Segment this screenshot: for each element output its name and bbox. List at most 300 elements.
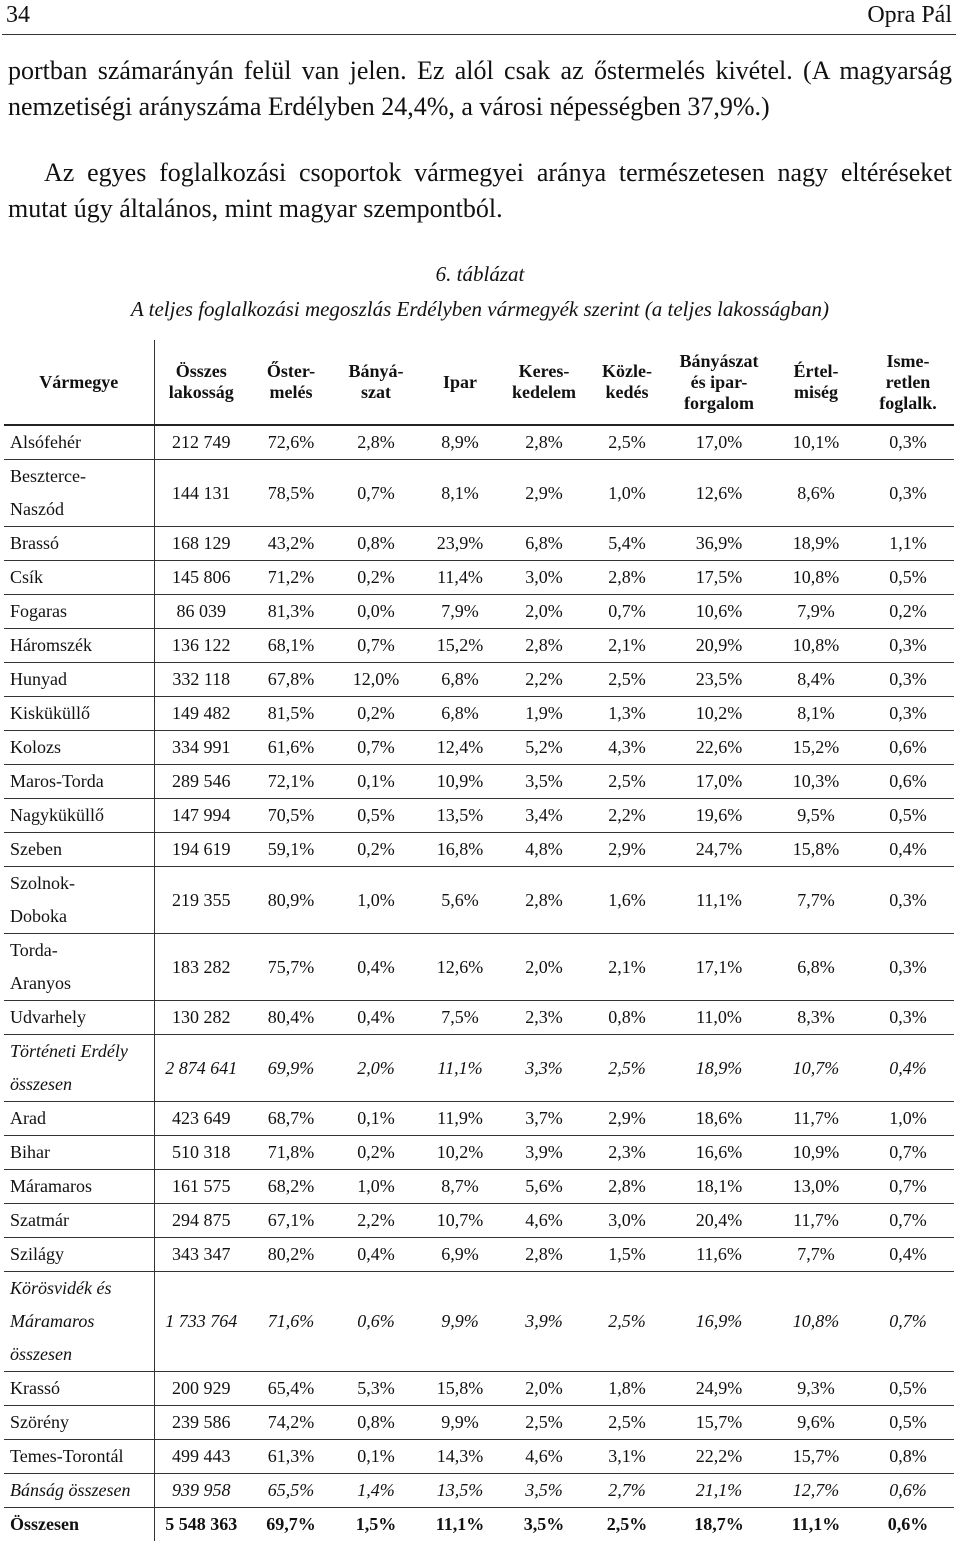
value-cell: 334 991 xyxy=(154,731,248,765)
value-cell: 8,6% xyxy=(770,460,862,527)
value-cell: 3,5% xyxy=(502,1474,586,1508)
county-name-cell: Arad xyxy=(4,1102,154,1136)
value-cell: 74,2% xyxy=(248,1406,334,1440)
col-header-osszes: Összes lakosság xyxy=(154,340,248,425)
value-cell: 86 039 xyxy=(154,595,248,629)
value-cell: 130 282 xyxy=(154,1001,248,1035)
value-cell: 9,6% xyxy=(770,1406,862,1440)
table-number: 6. táblázat xyxy=(0,262,960,287)
value-cell: 11,1% xyxy=(668,867,770,934)
value-cell: 939 958 xyxy=(154,1474,248,1508)
value-cell: 0,4% xyxy=(862,1035,954,1102)
col-header-kereskedelem: Keres- kedelem xyxy=(502,340,586,425)
value-cell: 10,1% xyxy=(770,425,862,460)
table-row xyxy=(4,833,954,867)
value-cell: 9,3% xyxy=(770,1372,862,1406)
table-row xyxy=(4,1136,954,1170)
value-cell: 11,6% xyxy=(668,1238,770,1272)
value-cell: 10,9% xyxy=(418,765,502,799)
value-cell: 2,5% xyxy=(586,1406,668,1440)
value-cell: 0,4% xyxy=(334,1001,418,1035)
value-cell: 144 131 xyxy=(154,460,248,527)
page-header xyxy=(0,0,960,34)
value-cell: 8,4% xyxy=(770,663,862,697)
value-cell: 1,3% xyxy=(586,697,668,731)
value-cell: 18,1% xyxy=(668,1170,770,1204)
value-cell: 6,8% xyxy=(418,663,502,697)
value-cell: 194 619 xyxy=(154,833,248,867)
value-cell: 1,0% xyxy=(334,1170,418,1204)
value-cell: 69,9% xyxy=(248,1035,334,1102)
value-cell: 0,1% xyxy=(334,765,418,799)
value-cell: 81,3% xyxy=(248,595,334,629)
value-cell: 8,1% xyxy=(418,460,502,527)
value-cell: 0,3% xyxy=(862,425,954,460)
value-cell: 0,8% xyxy=(334,527,418,561)
value-cell: 0,5% xyxy=(862,799,954,833)
value-cell: 343 347 xyxy=(154,1238,248,1272)
col-header-ismeretlen: Isme- retlen foglalk. xyxy=(862,340,954,425)
running-head: Opra Pál xyxy=(867,2,952,29)
value-cell: 72,1% xyxy=(248,765,334,799)
value-cell: 11,1% xyxy=(418,1508,502,1541)
value-cell: 59,1% xyxy=(248,833,334,867)
value-cell: 6,8% xyxy=(418,697,502,731)
value-cell: 4,8% xyxy=(502,833,586,867)
value-cell: 3,5% xyxy=(502,765,586,799)
value-cell: 6,8% xyxy=(502,527,586,561)
value-cell: 19,6% xyxy=(668,799,770,833)
value-cell: 12,0% xyxy=(334,663,418,697)
table-title: A teljes foglalkozási megoszlás Erdélyben vármegyék szerint (a teljes lakosságban) xyxy=(0,297,960,322)
table-row xyxy=(4,799,954,833)
value-cell: 2,9% xyxy=(502,460,586,527)
value-cell: 17,1% xyxy=(668,934,770,1001)
value-cell: 17,5% xyxy=(668,561,770,595)
county-name-cell: Bánság összesen xyxy=(4,1474,154,1508)
table-row xyxy=(4,629,954,663)
value-cell: 2,5% xyxy=(586,1035,668,1102)
value-cell: 2,3% xyxy=(502,1001,586,1035)
value-cell: 61,3% xyxy=(248,1440,334,1474)
value-cell: 7,9% xyxy=(418,595,502,629)
value-cell: 2,9% xyxy=(586,833,668,867)
table-row xyxy=(4,1035,954,1102)
value-cell: 72,6% xyxy=(248,425,334,460)
value-cell: 0,7% xyxy=(334,629,418,663)
value-cell: 0,7% xyxy=(862,1136,954,1170)
value-cell: 9,9% xyxy=(418,1272,502,1372)
value-cell: 7,7% xyxy=(770,1238,862,1272)
table-row xyxy=(4,1170,954,1204)
value-cell: 10,2% xyxy=(418,1136,502,1170)
value-cell: 8,1% xyxy=(770,697,862,731)
value-cell: 0,7% xyxy=(862,1272,954,1372)
value-cell: 2,2% xyxy=(586,799,668,833)
body-paragraph-2: Az egyes foglalkozási csoportok vármegyei aránya természetesen nagy eltéréseket mutat úgy általános, mint magyar szempontból. xyxy=(8,155,952,227)
value-cell: 0,6% xyxy=(862,765,954,799)
value-cell: 0,2% xyxy=(334,1136,418,1170)
value-cell: 14,3% xyxy=(418,1440,502,1474)
value-cell: 2,8% xyxy=(586,561,668,595)
value-cell: 11,0% xyxy=(668,1001,770,1035)
value-cell: 36,9% xyxy=(668,527,770,561)
table-row xyxy=(4,1272,954,1372)
value-cell: 5,6% xyxy=(502,1170,586,1204)
value-cell: 0,3% xyxy=(862,460,954,527)
value-cell: 200 929 xyxy=(154,1372,248,1406)
value-cell: 510 318 xyxy=(154,1136,248,1170)
value-cell: 0,2% xyxy=(334,561,418,595)
table-body xyxy=(4,425,954,1541)
value-cell: 10,3% xyxy=(770,765,862,799)
value-cell: 2,7% xyxy=(586,1474,668,1508)
value-cell: 11,9% xyxy=(418,1102,502,1136)
col-header-banyaszat-ipar: Bányászat és ipar- forgalom xyxy=(668,340,770,425)
value-cell: 289 546 xyxy=(154,765,248,799)
table-row xyxy=(4,1474,954,1508)
county-name-cell: Szeben xyxy=(4,833,154,867)
page-number: 34 xyxy=(6,2,30,29)
county-name-cell: Bihar xyxy=(4,1136,154,1170)
table-header-row xyxy=(4,340,954,425)
value-cell: 2,0% xyxy=(334,1035,418,1102)
value-cell: 15,7% xyxy=(770,1440,862,1474)
table-row xyxy=(4,595,954,629)
value-cell: 22,2% xyxy=(668,1440,770,1474)
table-row xyxy=(4,1406,954,1440)
value-cell: 68,1% xyxy=(248,629,334,663)
value-cell: 10,2% xyxy=(668,697,770,731)
table-row xyxy=(4,765,954,799)
value-cell: 0,4% xyxy=(334,934,418,1001)
value-cell: 219 355 xyxy=(154,867,248,934)
value-cell: 9,9% xyxy=(418,1406,502,1440)
value-cell: 1,9% xyxy=(502,697,586,731)
value-cell: 136 122 xyxy=(154,629,248,663)
value-cell: 18,9% xyxy=(668,1035,770,1102)
value-cell: 16,6% xyxy=(668,1136,770,1170)
value-cell: 11,1% xyxy=(770,1508,862,1541)
value-cell: 24,7% xyxy=(668,833,770,867)
value-cell: 23,9% xyxy=(418,527,502,561)
value-cell: 2,5% xyxy=(586,1272,668,1372)
value-cell: 80,9% xyxy=(248,867,334,934)
value-cell: 0,4% xyxy=(862,833,954,867)
value-cell: 15,2% xyxy=(770,731,862,765)
value-cell: 0,3% xyxy=(862,867,954,934)
county-name-cell: Szörény xyxy=(4,1406,154,1440)
table-row xyxy=(4,425,954,460)
value-cell: 0,8% xyxy=(586,1001,668,1035)
value-cell: 2,8% xyxy=(334,425,418,460)
county-name-cell: Körösvidék és Máramaros összesen xyxy=(4,1272,154,1372)
value-cell: 18,6% xyxy=(668,1102,770,1136)
table-row xyxy=(4,1238,954,1272)
value-cell: 2,8% xyxy=(502,1238,586,1272)
value-cell: 1,4% xyxy=(334,1474,418,1508)
value-cell: 2,8% xyxy=(502,867,586,934)
county-name-cell: Háromszék xyxy=(4,629,154,663)
value-cell: 2,5% xyxy=(586,663,668,697)
value-cell: 3,0% xyxy=(502,561,586,595)
value-cell: 2,8% xyxy=(502,425,586,460)
value-cell: 0,8% xyxy=(334,1406,418,1440)
value-cell: 2,8% xyxy=(586,1170,668,1204)
county-name-cell: Hunyad xyxy=(4,663,154,697)
value-cell: 43,2% xyxy=(248,527,334,561)
value-cell: 1,0% xyxy=(862,1102,954,1136)
value-cell: 0,5% xyxy=(334,799,418,833)
value-cell: 2,0% xyxy=(502,595,586,629)
value-cell: 2,8% xyxy=(502,629,586,663)
table-row xyxy=(4,460,954,527)
value-cell: 10,7% xyxy=(770,1035,862,1102)
value-cell: 69,7% xyxy=(248,1508,334,1541)
value-cell: 22,6% xyxy=(668,731,770,765)
value-cell: 13,5% xyxy=(418,1474,502,1508)
value-cell: 1,0% xyxy=(334,867,418,934)
table-row xyxy=(4,867,954,934)
value-cell: 2,5% xyxy=(586,765,668,799)
value-cell: 13,5% xyxy=(418,799,502,833)
value-cell: 0,2% xyxy=(334,833,418,867)
county-name-cell: Szilágy xyxy=(4,1238,154,1272)
value-cell: 0,3% xyxy=(862,1001,954,1035)
value-cell: 8,7% xyxy=(418,1170,502,1204)
value-cell: 15,7% xyxy=(668,1406,770,1440)
value-cell: 4,6% xyxy=(502,1440,586,1474)
table-row xyxy=(4,1102,954,1136)
value-cell: 239 586 xyxy=(154,1406,248,1440)
value-cell: 18,9% xyxy=(770,527,862,561)
value-cell: 5,4% xyxy=(586,527,668,561)
value-cell: 68,7% xyxy=(248,1102,334,1136)
county-name-cell: Temes-Torontál xyxy=(4,1440,154,1474)
value-cell: 5,3% xyxy=(334,1372,418,1406)
value-cell: 1 733 764 xyxy=(154,1272,248,1372)
value-cell: 2 874 641 xyxy=(154,1035,248,1102)
value-cell: 1,1% xyxy=(862,527,954,561)
table-row xyxy=(4,663,954,697)
value-cell: 2,5% xyxy=(586,425,668,460)
value-cell: 5,6% xyxy=(418,867,502,934)
value-cell: 75,7% xyxy=(248,934,334,1001)
value-cell: 0,1% xyxy=(334,1440,418,1474)
value-cell: 11,7% xyxy=(770,1102,862,1136)
value-cell: 332 118 xyxy=(154,663,248,697)
value-cell: 1,0% xyxy=(586,460,668,527)
value-cell: 65,4% xyxy=(248,1372,334,1406)
value-cell: 0,5% xyxy=(862,561,954,595)
table-row xyxy=(4,934,954,1001)
value-cell: 21,1% xyxy=(668,1474,770,1508)
value-cell: 2,2% xyxy=(334,1204,418,1238)
table-row xyxy=(4,1001,954,1035)
value-cell: 12,6% xyxy=(668,460,770,527)
value-cell: 0,6% xyxy=(862,731,954,765)
value-cell: 149 482 xyxy=(154,697,248,731)
value-cell: 15,2% xyxy=(418,629,502,663)
value-cell: 67,8% xyxy=(248,663,334,697)
value-cell: 183 282 xyxy=(154,934,248,1001)
value-cell: 2,5% xyxy=(586,1508,668,1541)
value-cell: 294 875 xyxy=(154,1204,248,1238)
col-header-banyaszat: Bányá- szat xyxy=(334,340,418,425)
county-name-cell: Torda- Aranyos xyxy=(4,934,154,1001)
col-header-kozlekedes: Közle- kedés xyxy=(586,340,668,425)
county-name-cell: Történeti Erdély összesen xyxy=(4,1035,154,1102)
value-cell: 18,7% xyxy=(668,1508,770,1541)
col-header-ipar: Ipar xyxy=(418,340,502,425)
county-name-cell: Szatmár xyxy=(4,1204,154,1238)
value-cell: 2,1% xyxy=(586,934,668,1001)
value-cell: 15,8% xyxy=(770,833,862,867)
value-cell: 71,2% xyxy=(248,561,334,595)
value-cell: 0,2% xyxy=(334,697,418,731)
value-cell: 2,5% xyxy=(502,1406,586,1440)
county-name-cell: Összesen xyxy=(4,1508,154,1541)
value-cell: 145 806 xyxy=(154,561,248,595)
value-cell: 0,3% xyxy=(862,697,954,731)
value-cell: 16,8% xyxy=(418,833,502,867)
value-cell: 161 575 xyxy=(154,1170,248,1204)
value-cell: 17,0% xyxy=(668,765,770,799)
value-cell: 15,8% xyxy=(418,1372,502,1406)
value-cell: 10,8% xyxy=(770,1272,862,1372)
value-cell: 168 129 xyxy=(154,527,248,561)
table-row xyxy=(4,1440,954,1474)
value-cell: 24,9% xyxy=(668,1372,770,1406)
value-cell: 80,4% xyxy=(248,1001,334,1035)
value-cell: 5,2% xyxy=(502,731,586,765)
value-cell: 6,8% xyxy=(770,934,862,1001)
value-cell: 3,7% xyxy=(502,1102,586,1136)
value-cell: 10,8% xyxy=(770,561,862,595)
value-cell: 2,3% xyxy=(586,1136,668,1170)
col-header-varmegye: Vármegye xyxy=(4,340,154,425)
value-cell: 0,1% xyxy=(334,1102,418,1136)
value-cell: 3,3% xyxy=(502,1035,586,1102)
value-cell: 2,9% xyxy=(586,1102,668,1136)
value-cell: 423 649 xyxy=(154,1102,248,1136)
value-cell: 5 548 363 xyxy=(154,1508,248,1541)
value-cell: 3,1% xyxy=(586,1440,668,1474)
value-cell: 7,5% xyxy=(418,1001,502,1035)
value-cell: 10,7% xyxy=(418,1204,502,1238)
value-cell: 71,6% xyxy=(248,1272,334,1372)
value-cell: 8,9% xyxy=(418,425,502,460)
county-name-cell: Nagyküküllő xyxy=(4,799,154,833)
table-row xyxy=(4,1204,954,1238)
county-name-cell: Fogaras xyxy=(4,595,154,629)
col-header-ertelmiseg: Értel- miség xyxy=(770,340,862,425)
county-name-cell: Udvarhely xyxy=(4,1001,154,1035)
value-cell: 0,7% xyxy=(862,1204,954,1238)
value-cell: 0,7% xyxy=(334,460,418,527)
value-cell: 0,3% xyxy=(862,934,954,1001)
value-cell: 0,7% xyxy=(586,595,668,629)
county-name-cell: Beszterce- Naszód xyxy=(4,460,154,527)
value-cell: 68,2% xyxy=(248,1170,334,1204)
value-cell: 11,1% xyxy=(418,1035,502,1102)
value-cell: 0,5% xyxy=(862,1406,954,1440)
value-cell: 2,0% xyxy=(502,1372,586,1406)
value-cell: 1,5% xyxy=(586,1238,668,1272)
table-row xyxy=(4,731,954,765)
value-cell: 212 749 xyxy=(154,425,248,460)
value-cell: 67,1% xyxy=(248,1204,334,1238)
value-cell: 12,7% xyxy=(770,1474,862,1508)
value-cell: 23,5% xyxy=(668,663,770,697)
county-name-cell: Brassó xyxy=(4,527,154,561)
table-row xyxy=(4,1508,954,1541)
value-cell: 20,9% xyxy=(668,629,770,663)
value-cell: 1,8% xyxy=(586,1372,668,1406)
value-cell: 12,6% xyxy=(418,934,502,1001)
county-name-cell: Csík xyxy=(4,561,154,595)
value-cell: 10,9% xyxy=(770,1136,862,1170)
county-name-cell: Szolnok- Doboka xyxy=(4,867,154,934)
value-cell: 10,8% xyxy=(770,629,862,663)
value-cell: 7,7% xyxy=(770,867,862,934)
value-cell: 0,2% xyxy=(862,595,954,629)
value-cell: 8,3% xyxy=(770,1001,862,1035)
value-cell: 0,7% xyxy=(334,731,418,765)
value-cell: 3,9% xyxy=(502,1272,586,1372)
header-rule xyxy=(2,34,956,35)
value-cell: 3,5% xyxy=(502,1508,586,1541)
county-name-cell: Máramaros xyxy=(4,1170,154,1204)
value-cell: 81,5% xyxy=(248,697,334,731)
value-cell: 0,3% xyxy=(862,663,954,697)
value-cell: 3,4% xyxy=(502,799,586,833)
value-cell: 9,5% xyxy=(770,799,862,833)
value-cell: 2,0% xyxy=(502,934,586,1001)
value-cell: 20,4% xyxy=(668,1204,770,1238)
value-cell: 16,9% xyxy=(668,1272,770,1372)
value-cell: 147 994 xyxy=(154,799,248,833)
value-cell: 0,4% xyxy=(862,1238,954,1272)
value-cell: 17,0% xyxy=(668,425,770,460)
col-header-ostermeles: Őster- melés xyxy=(248,340,334,425)
value-cell: 3,9% xyxy=(502,1136,586,1170)
value-cell: 1,5% xyxy=(334,1508,418,1541)
value-cell: 2,1% xyxy=(586,629,668,663)
county-name-cell: Maros-Torda xyxy=(4,765,154,799)
value-cell: 6,9% xyxy=(418,1238,502,1272)
value-cell: 4,6% xyxy=(502,1204,586,1238)
value-cell: 4,3% xyxy=(586,731,668,765)
value-cell: 0,6% xyxy=(862,1474,954,1508)
value-cell: 11,4% xyxy=(418,561,502,595)
value-cell: 0,3% xyxy=(862,629,954,663)
value-cell: 61,6% xyxy=(248,731,334,765)
value-cell: 0,8% xyxy=(862,1440,954,1474)
county-name-cell: Alsófehér xyxy=(4,425,154,460)
value-cell: 2,2% xyxy=(502,663,586,697)
table-row xyxy=(4,1372,954,1406)
county-name-cell: Kolozs xyxy=(4,731,154,765)
table-row xyxy=(4,561,954,595)
value-cell: 0,6% xyxy=(334,1272,418,1372)
value-cell: 0,4% xyxy=(334,1238,418,1272)
value-cell: 80,2% xyxy=(248,1238,334,1272)
value-cell: 10,6% xyxy=(668,595,770,629)
table-row xyxy=(4,697,954,731)
value-cell: 78,5% xyxy=(248,460,334,527)
value-cell: 0,0% xyxy=(334,595,418,629)
